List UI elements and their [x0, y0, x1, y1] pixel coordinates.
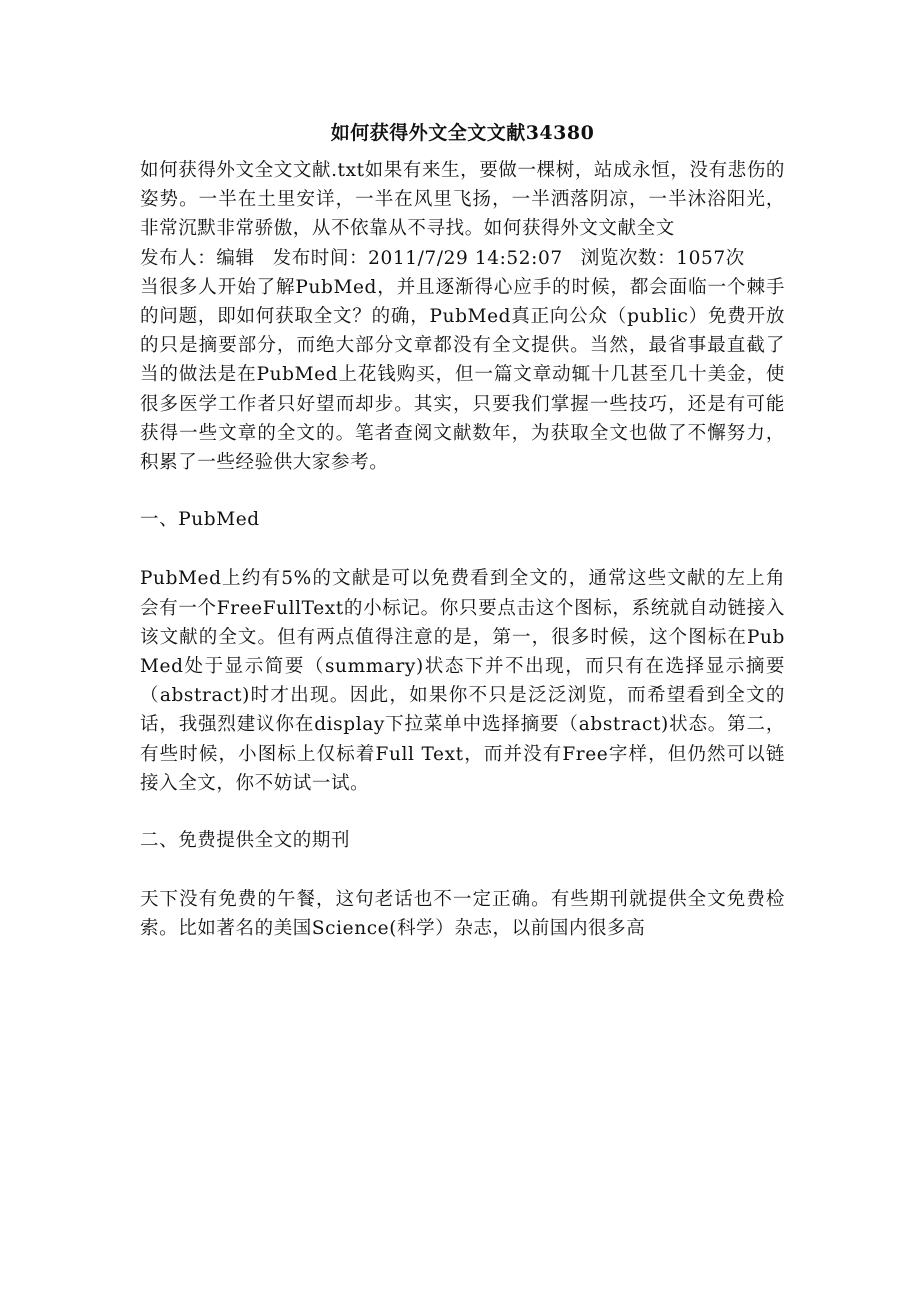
meta-line [140, 244, 785, 273]
section-1-body: PubMed上约有5%的文献是可以免费看到全文的，通常这些文献的左上角会有一个FreeFullText的小标记。你只要点击这个图标，系统就自动链接入该文献的全文。但有两点值得注意的是，第一，很多时候，这个图标在PubMed处于显示简要（summary)状态下并不出现，而只有在选择显示摘要（abstract)时才出现。因此，如果你不只是泛泛浏览，而希望看到全文的话，我强烈建议你在display下拉菜单中选择摘要（abstract)状态。第二，有些时候，小图标上仅标着Full Text，而并没有Free字样，但仍然可以链接入全文，你不妨试一试。 [140, 568, 785, 794]
meta-time: 发布时间：2011/7/29 14:52:07 [272, 247, 563, 269]
section-2-body: 天下没有免费的午餐，这句老话也不一定正确。有些期刊就提供全文免费检索。比如著名的美国Science(科学）杂志，以前国内很多高 [140, 889, 785, 940]
meta-views: 浏览次数：1057次 [580, 247, 745, 269]
meta-publisher: 发布人：编辑 [140, 247, 255, 269]
section-1-heading: 一、PubMed [140, 509, 260, 531]
section-2-heading: 二、免费提供全文的期刊 [140, 830, 351, 852]
document-page [140, 118, 785, 944]
intro-paragraph: 如何获得外文全文文献.txt如果有来生，要做一棵树，站成永恒，没有悲伤的姿势。一半在土里安详，一半在风里飞扬，一半洒落阴凉，一半沐浴阳光，非常沉默非常骄傲，从不依靠从不寻找。如何获得外文文献全文 [140, 160, 785, 240]
document-title: 如何获得外文全文文献34380 [330, 122, 595, 144]
body-paragraph-1: 当很多人开始了解PubMed，并且逐渐得心应手的时候，都会面临一个棘手的问题，即如何获取全文？的确，PubMed真正向公众（public）免费开放的只是摘要部分，而绝大部分文章都没有全文提供。当然，最省事最直截了当的做法是在PubMed上花钱购买，但一篇文章动辄十几甚至几十美金，使很多医学工作者只好望而却步。其实，只要我们掌握一些技巧，还是有可能获得一些文章的全文的。笔者查阅文献数年，为获取全文也做了不懈努力，积累了一些经验供大家参考。 [140, 276, 785, 474]
